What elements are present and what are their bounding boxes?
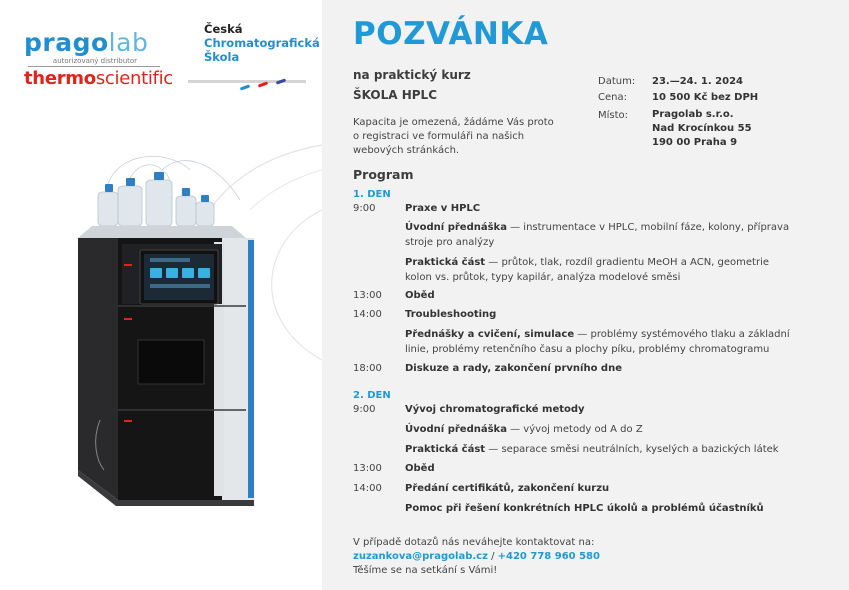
program-item: Přednášky a cvičení, simulace — problémy systémového tlaku a základní linie, problémy retenčního času a plochy píku, problémy chromatogramu: [405, 329, 790, 355]
place-line-3: 190 00 Praha 9: [652, 137, 738, 148]
contact-intro: V případě dotazů nás neváhejte kontaktovat na:: [353, 537, 595, 548]
contact-email[interactable]: zuzankova@pragolab.cz: [353, 551, 488, 562]
time-label: 9:00: [353, 404, 376, 415]
left-panel: [0, 0, 322, 590]
place-line-2: Nad Krocínkou 55: [652, 123, 752, 134]
time-label: 13:00: [353, 463, 382, 474]
program-item: Oběd: [405, 290, 435, 301]
program-item: Úvodní přednáška — instrumentace v HPLC, mobilní fáze, kolony, příprava stroje pro analýzy: [405, 222, 790, 248]
day-1-label: 1. DEN: [353, 189, 391, 200]
course-name: ŠKOLA HPLC: [353, 88, 438, 102]
pragolab-logo: pragolab: [24, 28, 149, 57]
right-panel: [322, 0, 849, 590]
contact-details: zuzankova@pragolab.cz / +420 778 960 580: [353, 551, 600, 562]
time-label: 9:00: [353, 203, 376, 214]
contact-block: [353, 536, 600, 578]
place-line-1: Pragolab s.r.o.: [652, 109, 734, 120]
program-item: Předání certifikátů, zakončení kurzu: [405, 483, 610, 494]
thermo-scientific-logo: thermoscientific: [24, 68, 173, 89]
time-label: 14:00: [353, 483, 382, 494]
program-item: Úvodní přednáška — vývoj metody od A do Z: [405, 424, 643, 435]
registration-note: Kapacita je omezená, žádáme Vás proto o registraci ve formuláři na našich webových stránkách.: [353, 117, 554, 156]
hplc-instrument-image: [0, 0, 322, 590]
contact-phone[interactable]: +420 778 960 580: [497, 551, 600, 562]
program-item: Vývoj chromatografické metody: [405, 404, 585, 415]
time-label: 18:00: [353, 363, 382, 374]
date-label: Datum:: [598, 76, 636, 87]
program-item: Pomoc při řešení konkrétních HPLC úkolů a problémů účastníků: [405, 503, 764, 514]
time-label: 13:00: [353, 290, 382, 301]
price-value: 10 500 Kč bez DPH: [652, 92, 759, 103]
program-item: Praktická část — průtok, tlak, rozdíl gradientu MeOH a ACN, geometrie kolon vs. průtok, typy kapilár, analýza modelové směsi: [405, 257, 770, 283]
course-line: na praktický kurz: [353, 68, 471, 82]
program-item: Troubleshooting: [405, 309, 497, 320]
place-label: Místo:: [598, 110, 629, 121]
time-label: 14:00: [353, 309, 382, 320]
program-item: Oběd: [405, 463, 435, 474]
date-value: 23.—24. 1. 2024: [652, 76, 743, 87]
program-heading: Program: [353, 167, 414, 182]
page-title: POZVÁNKA: [353, 16, 549, 52]
pragolab-tagline: autorizovaný distributor: [52, 57, 138, 65]
program-item: Praxe v HPLC: [405, 203, 481, 214]
program-item: Praktická část — separace směsi neutrálních, kyselých a bazických látek: [405, 444, 779, 455]
closing-line: Těšíme se na setkání s Vámi!: [353, 565, 498, 576]
day-2-label: 2. DEN: [353, 390, 391, 401]
ceska-chromatograficka-skola-logo: Česká Chromatografická Škola: [188, 22, 308, 90]
program-item: Diskuze a rady, zakončení prvního dne: [405, 363, 622, 374]
price-label: Cena:: [598, 92, 627, 103]
